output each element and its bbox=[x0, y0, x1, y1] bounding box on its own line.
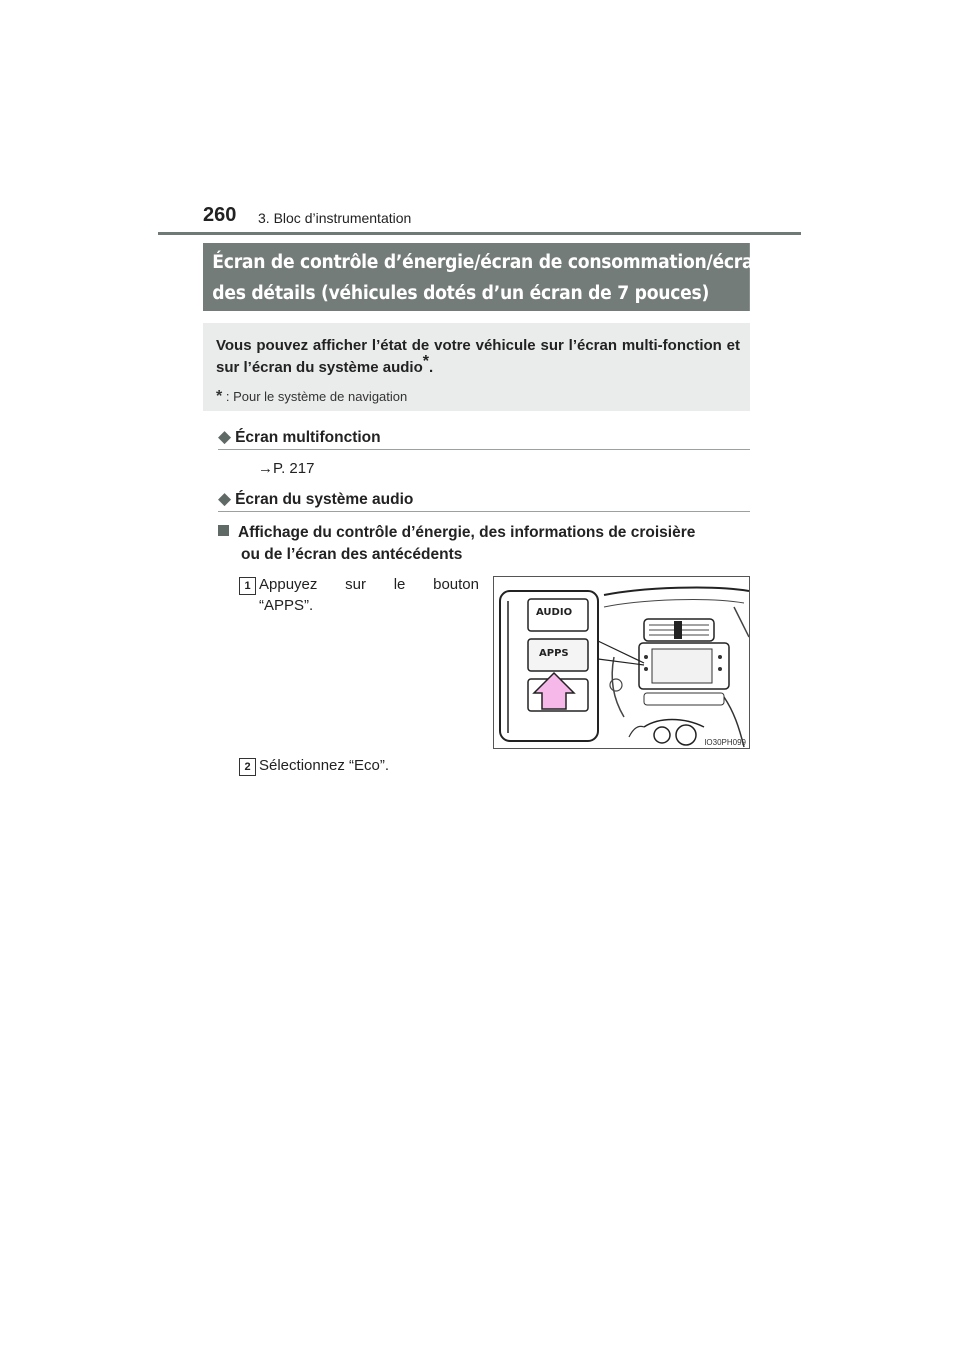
dashboard-illustration bbox=[493, 576, 750, 749]
section-heading-label: Écran multifonction bbox=[235, 429, 381, 446]
header-divider bbox=[158, 232, 801, 235]
apps-button-label: APPS bbox=[539, 648, 569, 659]
step-number-1: 1 bbox=[239, 577, 256, 595]
step-1-word: bouton bbox=[433, 576, 479, 593]
section-title-line-1: Écran de contrôle d’énergie/écran de consommation/écran bbox=[212, 252, 766, 273]
step-2-text: Sélectionnez “Eco”. bbox=[259, 757, 390, 774]
section-title-line-2: des détails (véhicules dotés d’un écran de 7 pouces) bbox=[212, 283, 710, 304]
intro-end: . bbox=[428, 359, 434, 376]
chapter-title: 3. Bloc d’instrumentation bbox=[258, 210, 412, 226]
audio-button-label: AUDIO bbox=[536, 607, 573, 618]
subsection-title-line-2: ou de l’écran des antécédents bbox=[241, 546, 463, 563]
section-heading-audio bbox=[218, 489, 750, 512]
step-1-line-2: “APPS”. bbox=[259, 597, 314, 614]
illustration-code: IO30PH099 bbox=[704, 738, 746, 747]
intro-body: Vous pouvez afficher l’état de votre véhicule sur l’écran multi-fonction et sur l’écran du système audio bbox=[216, 337, 740, 376]
step-1-word: Appuyez bbox=[259, 576, 318, 593]
footnote bbox=[216, 388, 740, 406]
page-number: 260 bbox=[203, 204, 237, 226]
dashboard-drawing bbox=[494, 577, 750, 749]
footnote-text: : Pour le système de navigation bbox=[225, 389, 408, 404]
diamond-icon: ◆ bbox=[218, 427, 232, 446]
asterisk-icon: * bbox=[422, 353, 429, 370]
page-reference-link[interactable]: →P. 217 bbox=[258, 460, 315, 477]
square-bullet-icon bbox=[218, 525, 229, 536]
step-1-text bbox=[259, 574, 479, 616]
footnote-asterisk-icon: * bbox=[216, 388, 223, 405]
intro-box bbox=[203, 323, 750, 411]
diamond-icon: ◆ bbox=[218, 489, 232, 508]
intro-text bbox=[216, 335, 740, 379]
section-title-banner bbox=[203, 243, 766, 311]
subsection-heading bbox=[218, 522, 750, 566]
step-number-2: 2 bbox=[239, 758, 256, 776]
section-heading-multifunction bbox=[218, 427, 750, 450]
section-heading-label: Écran du système audio bbox=[235, 491, 414, 508]
step-1-word: sur bbox=[345, 576, 366, 593]
step-1-word: le bbox=[393, 576, 406, 593]
subsection-title-line-1: Affichage du contrôle d’énergie, des informations de croisière bbox=[238, 524, 696, 541]
